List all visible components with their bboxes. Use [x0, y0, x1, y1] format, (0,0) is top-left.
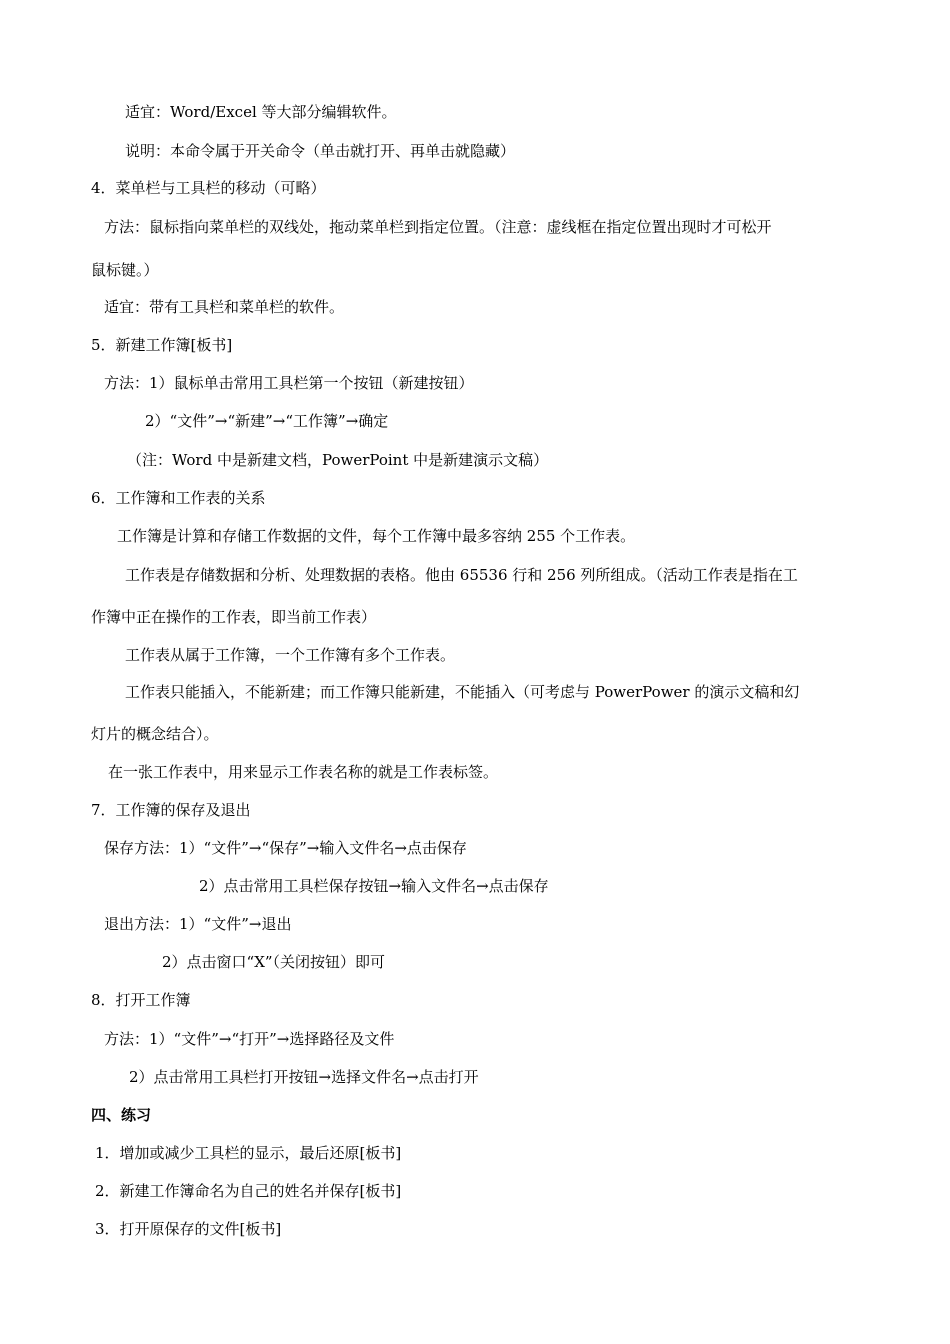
text-line-worksheet-definition: 工作表是存储数据和分析、处理数据的表格。他由 65536 行和 256 列所组成。（活动工作表是指在工 [125, 566, 798, 584]
text-line-new-method-1: 方法：1）鼠标单击常用工具栏第一个按钮（新建按钮） [104, 374, 474, 392]
heading-5-new-workbook: 5．新建工作簿[板书] [91, 336, 233, 354]
text-line-worksheet-definition-cont: 作簿中正在操作的工作表，即当前工作表） [91, 608, 377, 626]
section-heading-exercises: 四、练习 [91, 1106, 152, 1124]
text-line-toggle-note: 说明：本命令属于开关命令（单击就打开、再单击就隐藏） [125, 142, 516, 160]
text-line-insert-vs-new-cont: 灯片的概念结合）。 [91, 725, 219, 743]
text-line-new-method-2: 2）“文件”→“新建”→“工作簿”→确定 [145, 412, 389, 430]
text-line-worksheet-belongs: 工作表从属于工作簿，一个工作簿有多个工作表。 [125, 646, 456, 664]
text-line-suitable-word-excel: 适宜：Word/Excel 等大部分编辑软件。 [125, 103, 397, 121]
text-line-move-method: 方法：鼠标指向菜单栏的双线处，拖动菜单栏到指定位置。（注意：虚线框在指定位置出现时才可松开 [104, 218, 772, 236]
exercise-item-2: 2．新建工作簿命名为自己的姓名并保存[板书] [95, 1182, 402, 1200]
text-line-save-method-1: 保存方法：1）“文件”→“保存”→输入文件名→点击保存 [104, 839, 467, 857]
text-line-exit-method-1: 退出方法：1）“文件”→退出 [104, 915, 292, 933]
text-line-move-method-cont: 鼠标键。） [91, 261, 159, 279]
exercise-item-3: 3．打开原保存的文件[板书] [95, 1220, 282, 1238]
text-line-sheet-tab: 在一张工作表中，用来显示工作表名称的就是工作表标签。 [108, 763, 499, 781]
text-line-save-method-2: 2）点击常用工具栏保存按钮→输入文件名→点击保存 [199, 877, 549, 895]
text-line-open-method-2: 2）点击常用工具栏打开按钮→选择文件名→点击打开 [129, 1068, 479, 1086]
heading-6-relationship: 6．工作簿和工作表的关系 [91, 489, 266, 507]
heading-4-move-menubar: 4．菜单栏与工具栏的移动（可略） [91, 179, 326, 197]
heading-8-open-workbook: 8．打开工作簿 [91, 991, 191, 1009]
text-line-exit-method-2: 2）点击窗口“X”（关闭按钮）即可 [162, 953, 386, 971]
text-line-open-method-1: 方法：1）“文件”→“打开”→选择路径及文件 [104, 1030, 395, 1048]
exercise-item-1: 1．增加或减少工具栏的显示，最后还原[板书] [95, 1144, 402, 1162]
heading-7-save-exit: 7．工作簿的保存及退出 [91, 801, 251, 819]
text-line-workbook-definition: 工作簿是计算和存储工作数据的文件，每个工作簿中最多容纳 255 个工作表。 [117, 527, 636, 545]
text-line-new-note: （注：Word 中是新建文档，PowerPoint 中是新建演示文稿） [127, 451, 549, 469]
text-line-insert-vs-new: 工作表只能插入，不能新建；而工作簿只能新建，不能插入（可考虑与 PowerPower 的演示文稿和幻 [125, 683, 800, 701]
text-line-suitable-toolbar: 适宜：带有工具栏和菜单栏的软件。 [104, 298, 345, 316]
